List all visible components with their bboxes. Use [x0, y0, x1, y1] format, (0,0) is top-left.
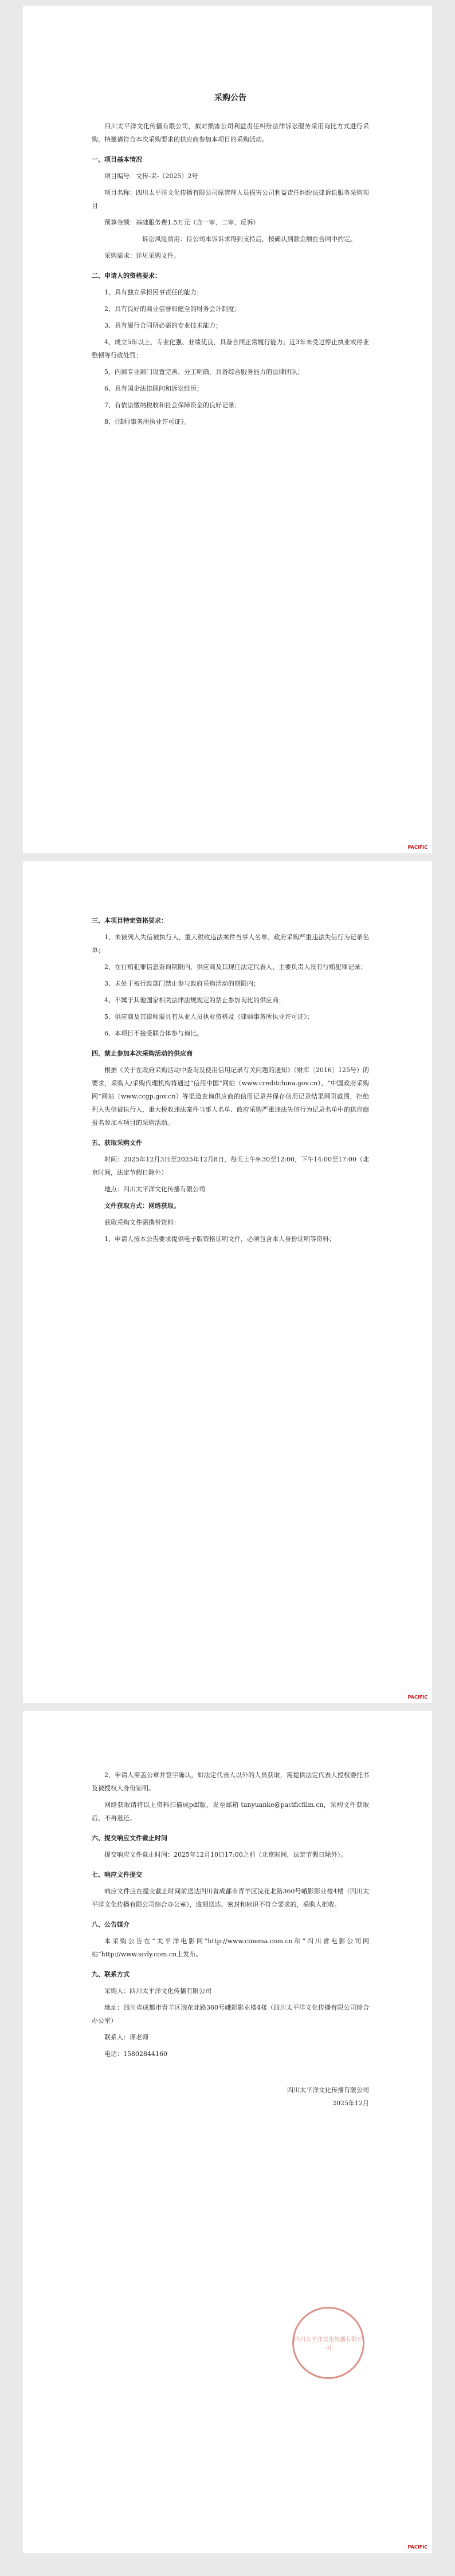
section-3-heading: 三、本项目特定资格要求：	[92, 917, 167, 924]
contact-person: 联系人：谭老师	[104, 2034, 148, 2041]
s5-method: 文件获取方式：网络获取。	[104, 1202, 180, 1210]
pacific-logo: PACIFIC	[407, 845, 427, 850]
signature-date: 2025年12月	[332, 2100, 369, 2107]
section-6-heading: 六、提交响应文件截止时间	[92, 1834, 167, 1842]
s5-requirement-2: 2、申请人需盖公章并签字确认，如法定代表人以外的人员获取，需提供法定代表人授权委托书及被授权人身份证明。	[92, 1771, 369, 1792]
s2-item-7: 8、《律师事务所执业许可证》。	[104, 418, 190, 426]
section-1-heading: 一、项目基本情况	[92, 156, 142, 163]
pacific-logo: PACIFIC	[407, 1695, 427, 1700]
s3-item-0: 1、未被列入失信被执行人、重大税收违法案件当事人名单、政府采购严重违法失信行为记录名单；	[92, 933, 369, 954]
s1-item-4: 采购需求：详见采购文件。	[104, 252, 180, 259]
s2-item-0: 1、具有独立承担民事责任的能力；	[104, 289, 203, 296]
s3-item-5: 6、本项目不接受联合体参与询比。	[104, 1030, 203, 1037]
s3-item-3: 4、不属于其他国家相关法律法规规定的禁止参加询比的供应商；	[104, 996, 285, 1004]
s4-text: 根据《关于在政府采购活动中查询及使用信用记录有关问题的通知》（财库〔2016〕125号）的要求，采购人/采购代理机构将通过“信用中国”网站（www.creditchina.gov.cn）、“中国政府采购网”网站（www.ccgp.gov.cn）等渠道查询供应商的信用记录并保存信用记录结果网页截图，拒绝列入失信被执行人、重大税收违法案件当事人名单、政府采购严重违法失信行为记录名单中的供应商报名参加本项目的采购活动。	[92, 1066, 369, 1126]
s1-item-3: 诉讼风险费用：待公司本诉诉求得到支持后，按确认到款金额在合同中约定。	[142, 235, 356, 243]
section-4-heading: 四、禁止参加本次采购活动的供应商	[92, 1050, 193, 1057]
section-9-heading: 九、联系方式	[92, 1971, 130, 1978]
s1-item-1: 项目名称：四川太平洋文化传播有限公司原管理人员损害公司利益责任纠纷法律诉讼服务采购项目	[92, 189, 369, 210]
s5-mail: 网络获取请将以上资料扫描成pdf版，发至邮箱 tanyuanke@pacificfilm.cn，采购文件获取后，不再退还。	[92, 1801, 369, 1822]
company-seal	[292, 2307, 364, 2379]
s2-item-3: 4、成立5年以上，专业化强、业绩优良，具备合同正常履行能力；近3年未受过停止执业或停业整顿等行政处罚；	[92, 338, 369, 359]
section-5-heading: 五、获取采购文件	[92, 1139, 142, 1147]
section-2-heading: 二、申请人的资格要求：	[92, 272, 161, 279]
contact-buyer: 采购人：四川太平洋文化传播有限公司	[104, 1987, 211, 1995]
page-2-content	[92, 907, 369, 1249]
document-title: 采购公告	[214, 93, 246, 103]
s2-item-6: 7、有依法缴纳税收和社会保障资金的良好记录；	[104, 401, 241, 409]
company-seal-text: 四川太平洋文化传播有限公司	[294, 2337, 363, 2352]
pacific-logo: PACIFIC	[407, 2545, 427, 2550]
s7-text: 响应文件应在提交截止时间前送达四川省成都市青羊区浣花北路360号峨影影业楼4楼（四川太平洋文化传播有限公司综合办公室），逾期送达、密封和标识不符合要求的，采购人拒收。	[92, 1888, 369, 1908]
s2-item-4: 5、内部专业部门设置完善、分工明确，具备综合服务能力的法律团队；	[104, 368, 304, 376]
document-page-2	[23, 861, 432, 1703]
page-1-content	[92, 92, 369, 432]
s5-requirements: 获取采购文件需携带资料：	[104, 1219, 180, 1226]
page-3-content	[92, 1768, 369, 2110]
s5-requirement-1: 1、申请人按本公告要求提供电子版资格证明文件，必须包含本人身份证明等资料；	[104, 1235, 335, 1243]
s3-item-4: 5、供应商及其律师需具有从业人员执业资格及《律师事务所执业许可证》；	[104, 1013, 313, 1021]
document-page-1	[23, 6, 432, 853]
section-7-heading: 七、响应文件提交	[92, 1871, 142, 1878]
contact-address: 地址：四川省成都市青羊区浣花北路360号峨影影业楼4楼（四川太平洋文化传播有限公司综合办公室）	[92, 2004, 369, 2024]
s5-place: 地点：四川太平洋文化传播有限公司	[104, 1185, 205, 1193]
s1-item-2: 预算金额：基础服务费1.5万元（含一审、二审、反诉）	[104, 219, 260, 226]
s3-item-1: 2、在行贿犯罪信息查询期限内，供应商及其现任法定代表人、主要负责人没有行贿犯罪记录；	[104, 963, 367, 971]
s5-time: 时间：2025年12月3日至2025年12月8日，每天上午9:30至12:00，下午14:00至17:00（北京时间，法定节假日除外）	[92, 1156, 369, 1176]
s8-text: 本采购公告在“太平洋电影网”http://www.cinema.com.cn和“四川省电影公司网站”http://www.scdy.com.cn上发布。	[92, 1937, 369, 1958]
s3-item-2: 3、未处于被行政部门禁止参与政府采购活动的期限内；	[104, 980, 260, 987]
document-page-3	[23, 1711, 432, 2553]
s2-item-2: 3、具有履行合同所必需的专业技术能力；	[104, 322, 222, 329]
s2-item-5: 6、具有国企法律顾问和诉讼经历；	[104, 385, 203, 392]
intro-paragraph: 四川太平洋文化传播有限公司，拟对损害公司利益责任纠纷法律诉讼服务采用询比方式进行采购，特邀请符合本次采购要求的供应商参加本项目的采购活动。	[92, 123, 369, 143]
section-8-heading: 八、公告媒介	[92, 1921, 130, 1928]
s6-text: 提交响应文件截止时间：2025年12月10日17:00之前（北京时间，法定节假日除外）。	[104, 1851, 347, 1858]
signature-block	[92, 2083, 369, 2110]
contact-phone: 电话：15802844160	[104, 2050, 167, 2058]
signature-org: 四川太平洋文化传播有限公司	[287, 2086, 369, 2094]
s1-item-0: 项目编号：文传-采-（2025）2号	[104, 172, 198, 180]
s2-item-1: 2、具有良好的商业信誉和健全的财务会计制度；	[104, 305, 241, 313]
